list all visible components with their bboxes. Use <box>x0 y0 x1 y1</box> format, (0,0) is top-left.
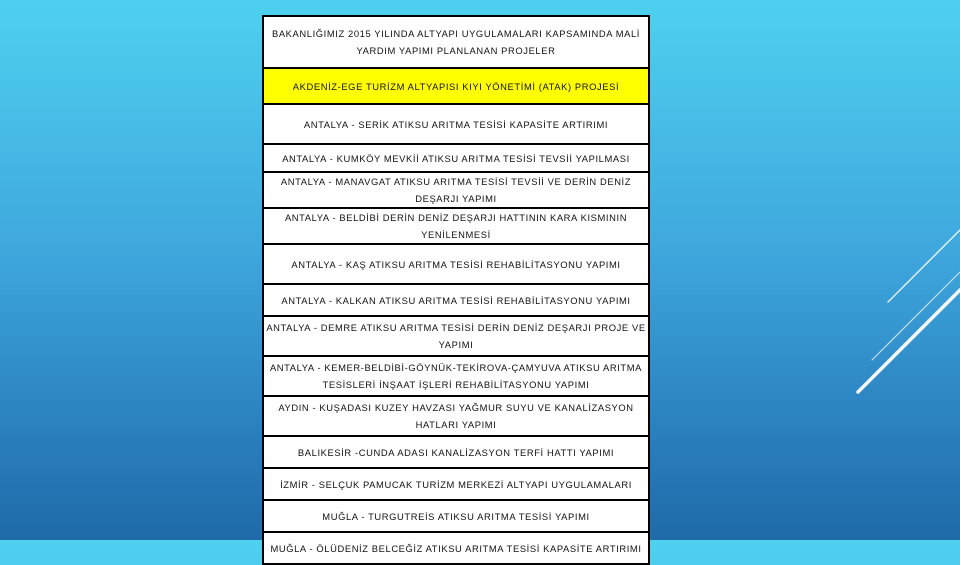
table-cell: ANTALYA - KAŞ ATIKSU ARITMA TESİSİ REHABİLİTASYONU YAPIMI <box>263 244 649 284</box>
table-row <box>263 244 649 284</box>
table-cell: ANTALYA - KUMKÖY MEVKİİ ATIKSU ARITMA TESİSİ TEVSİİ YAPILMASI <box>263 144 649 172</box>
table-cell: ANTALYA - MANAVGAT ATIKSU ARITMA TESİSİ TEVSİİ VE DERİN DENİZ DEŞARJI YAPIMI <box>263 172 649 208</box>
table-row <box>263 208 649 244</box>
table-row <box>263 500 649 532</box>
table-highlight-cell: AKDENİZ-EGE TURİZM ALTYAPISI KIYI YÖNETİMİ (ATAK) PROJESİ <box>263 68 649 104</box>
table-row <box>263 104 649 144</box>
table-cell: ANTALYA - KEMER-BELDİBİ-GÖYNÜK-TEKİROVA-ÇAMYUVA ATIKSU ARITMA TESİSLERİ İNŞAAT İŞLERİ REHABİLİTASYONU YAPIMI <box>263 356 649 396</box>
table-row <box>263 172 649 208</box>
table-row <box>263 356 649 396</box>
table-header-cell: BAKANLIĞIMIZ 2015 YILINDA ALTYAPI UYGULAMALARI KAPSAMINDA MALİ YARDIM YAPIMI PLANLANAN PROJELER <box>263 16 649 68</box>
deco-line-2 <box>858 290 960 392</box>
table-row <box>263 144 649 172</box>
table-row <box>263 468 649 500</box>
table-row <box>263 284 649 316</box>
table-cell: İZMİR - SELÇUK PAMUCAK TURİZM MERKEZİ ALTYAPI UYGULAMALARI <box>263 468 649 500</box>
table-cell: MUĞLA - ÖLÜDENİZ BELCEĞİZ ATIKSU ARITMA TESİSİ KAPASİTE ARTIRIMI <box>263 532 649 564</box>
table-highlight-row <box>263 68 649 104</box>
deco-line-1 <box>888 230 960 302</box>
table-cell: AYDIN - KUŞADASI KUZEY HAVZASI YAĞMUR SUYU VE KANALİZASYON HATLARI YAPIMI <box>263 396 649 436</box>
table-row <box>263 532 649 564</box>
projects-table <box>262 15 650 565</box>
table-cell: ANTALYA - DEMRE ATIKSU ARITMA TESİSİ DERİN DENİZ DEŞARJI PROJE VE YAPIMI <box>263 316 649 356</box>
table-cell: BALIKESİR -CUNDA ADASI KANALİZASYON TERFİ HATTI YAPIMI <box>263 436 649 468</box>
table-row <box>263 396 649 436</box>
table-cell: MUĞLA - TURGUTREİS ATIKSU ARITMA TESİSİ YAPIMI <box>263 500 649 532</box>
table-row <box>263 316 649 356</box>
table-cell: ANTALYA - KALKAN ATIKSU ARITMA TESİSİ REHABİLİTASYONU YAPIMI <box>263 284 649 316</box>
table-cell: ANTALYA - SERİK ATIKSU ARITMA TESİSİ KAPASİTE ARTIRIMI <box>263 104 649 144</box>
table-header-row <box>263 16 649 68</box>
table-row <box>263 436 649 468</box>
deco-line-3 <box>872 272 960 360</box>
table-cell: ANTALYA - BELDİBİ DERİN DENİZ DEŞARJI HATTININ KARA KISMININ YENİLENMESİ <box>263 208 649 244</box>
